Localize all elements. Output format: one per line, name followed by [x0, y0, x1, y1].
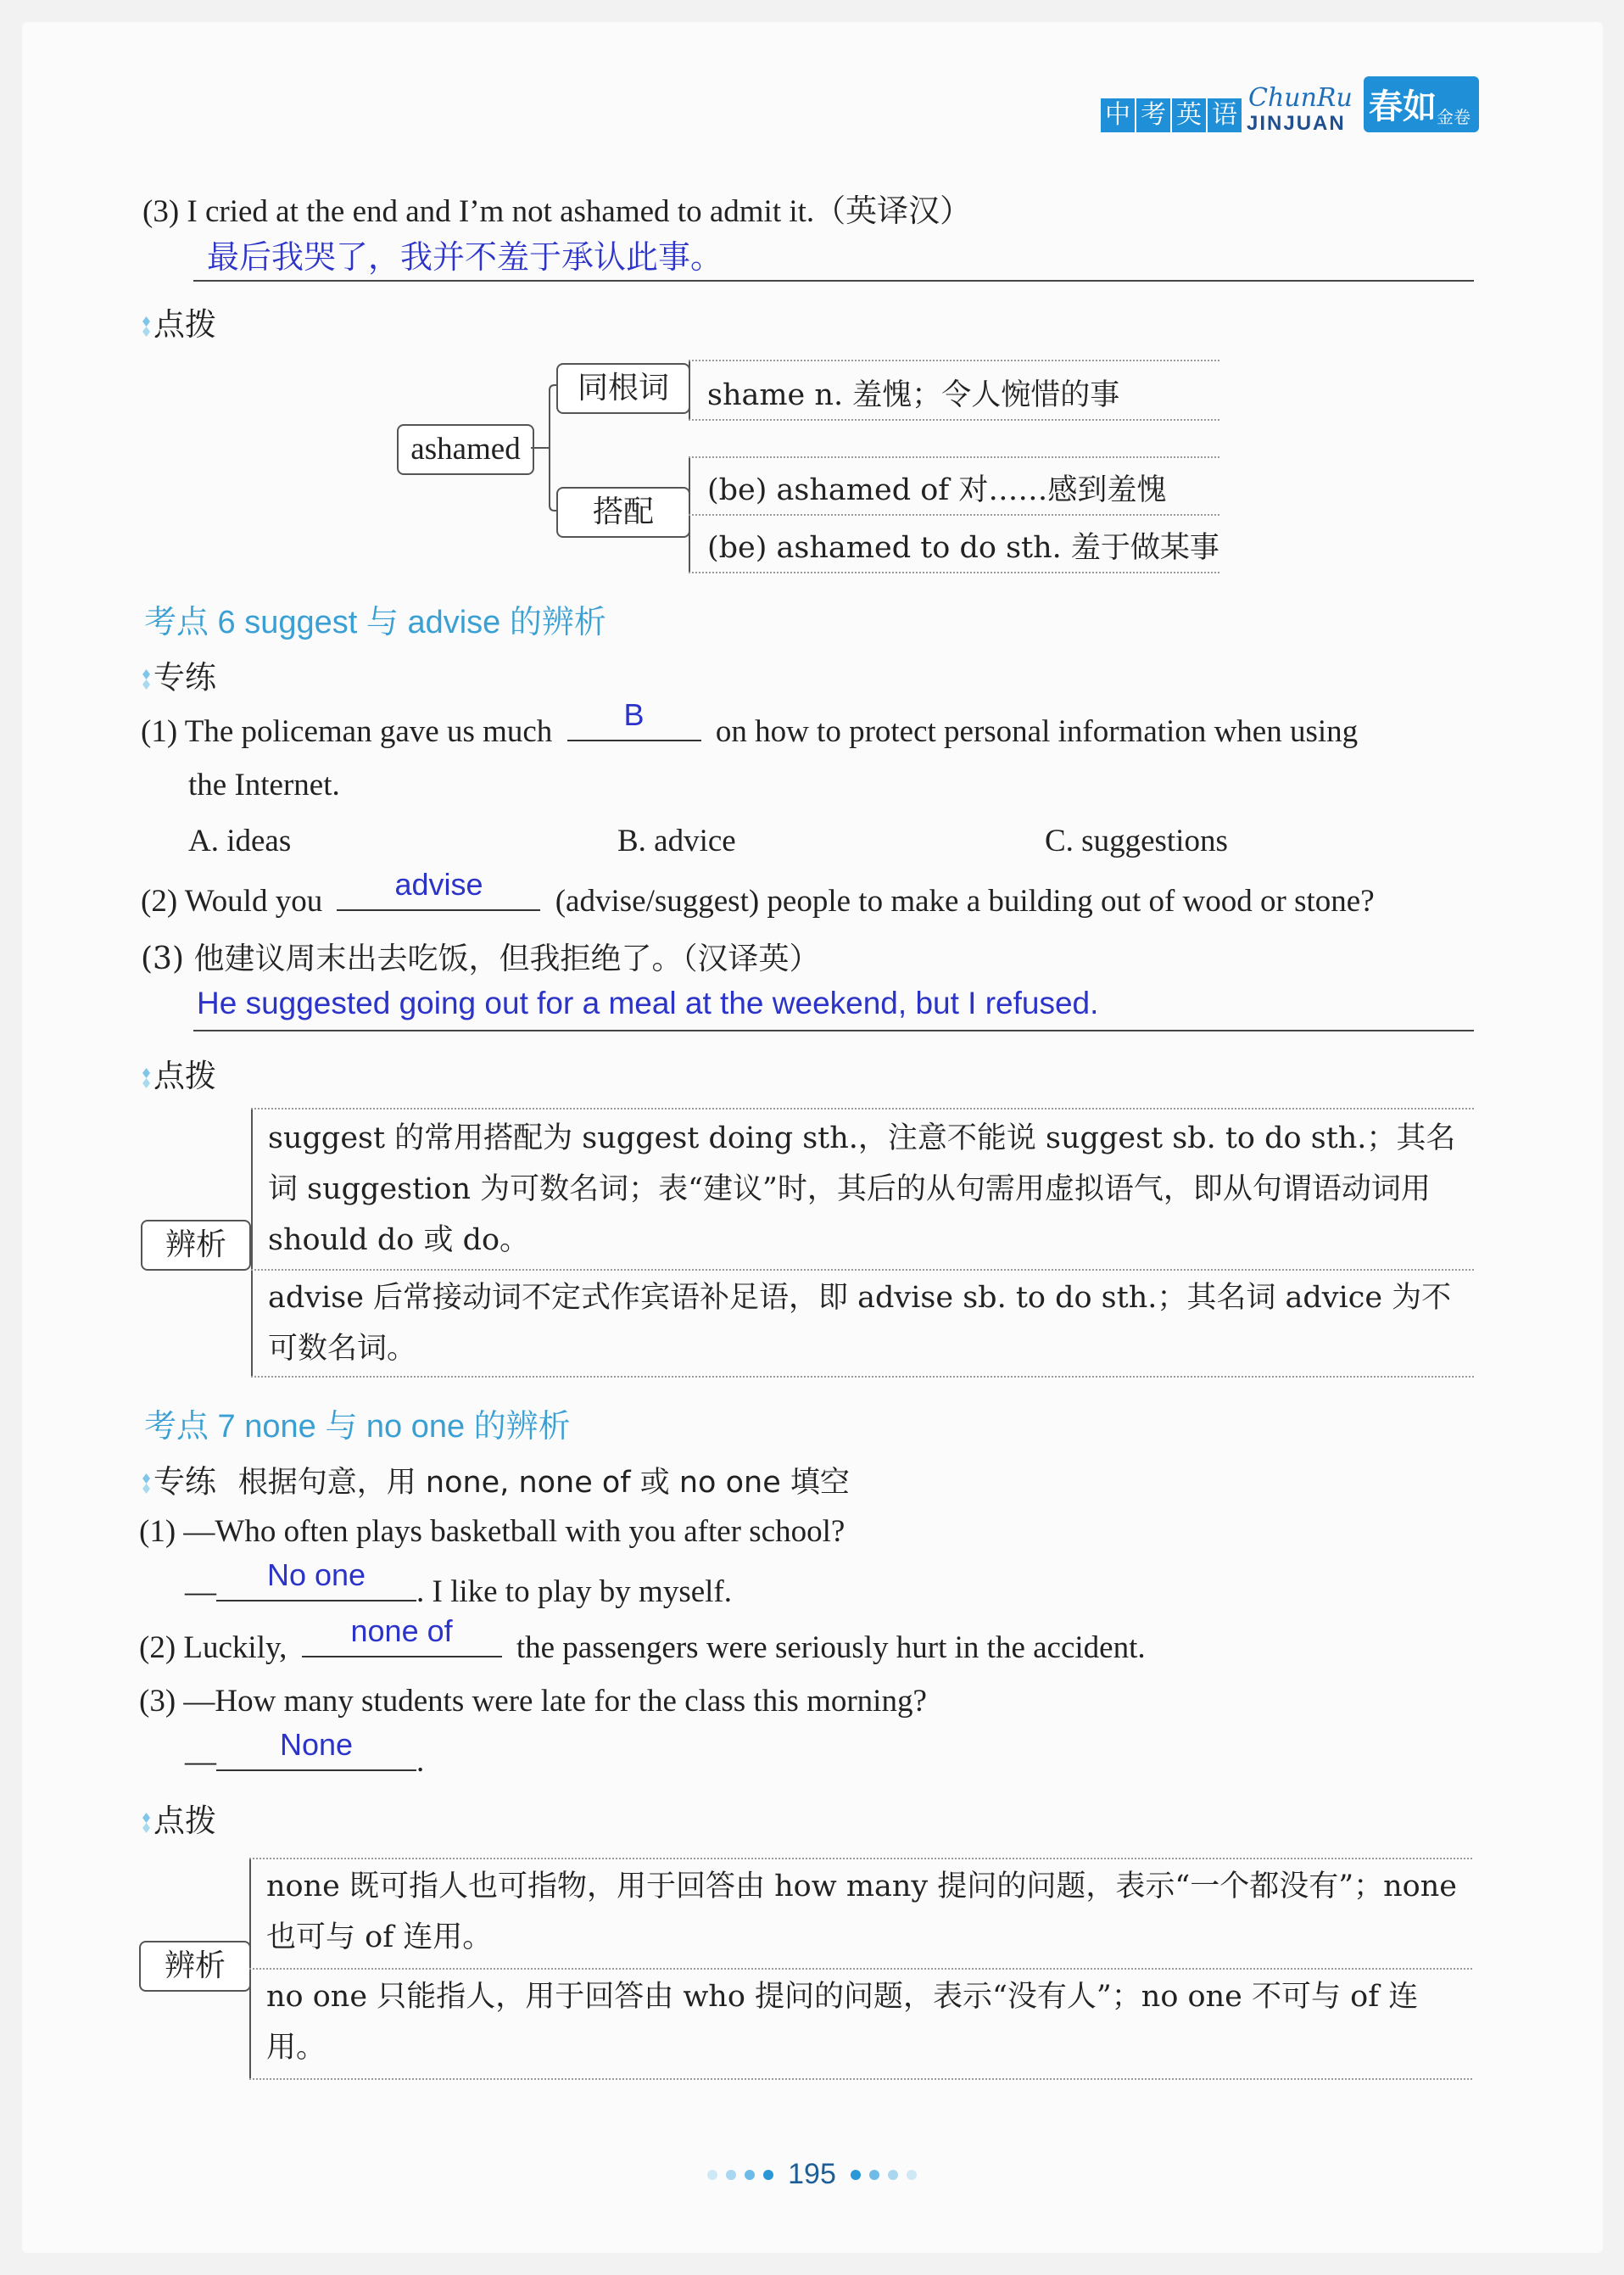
- point7-q2: [139, 1613, 1146, 1666]
- brand-logo: [1364, 76, 1479, 132]
- mindmap-collocation-item: (be) ashamed of 对……感到羞愧: [707, 473, 1167, 507]
- diamond-icon: [142, 669, 150, 690]
- dotted-rule: [689, 456, 1219, 458]
- tip-heading: [142, 299, 216, 344]
- diamond-icon: [142, 1068, 150, 1088]
- header-char: 中: [1101, 98, 1135, 132]
- point6-q3: (3) 他建议周末出去吃饭，但我拒绝了。（汉译英）: [141, 942, 820, 976]
- q-text: (2) Would you: [141, 884, 323, 919]
- point6-heading: 考点 6 suggest 与 advise 的辨析: [144, 605, 606, 640]
- header-char: 语: [1208, 98, 1242, 132]
- analysis-text: suggest 的常用搭配为 suggest doing sth.，注意不能说 suggest sb. to do sth.；其名词 suggestion 为可数名词；表“建议”时，其后的从句需用虚拟语气，即从句谓语动词用 should do 或 do。: [268, 1121, 1456, 1257]
- footer-dots-right: [846, 2169, 921, 2183]
- mindmap-root: ashamed: [397, 424, 534, 475]
- dotted-rule: [689, 360, 1219, 361]
- point7-heading: 考点 7 none 与 no one 的辨析: [144, 1409, 571, 1445]
- page-number: 195: [788, 2158, 836, 2190]
- tip-heading: [142, 1050, 216, 1096]
- tip-heading: [142, 1795, 216, 1841]
- item3-question: (3) I cried at the end and I’m not ashamed to admit it.（英译汉）: [142, 194, 972, 229]
- analysis-label: 辨析: [141, 1220, 251, 1271]
- tip-label: 点拨: [153, 306, 216, 343]
- diamond-icon: [142, 1813, 150, 1833]
- option: C. suggestions: [1045, 824, 1228, 858]
- answer-text: None: [279, 1727, 354, 1762]
- q-text: (1) The policeman gave us much: [141, 714, 553, 749]
- q-text-rest: .: [416, 1744, 425, 1779]
- mindmap-branch-cognate: 同根词: [556, 363, 690, 414]
- brand-logo-chinese: 春如: [1369, 87, 1437, 126]
- dash: —: [185, 1574, 216, 1609]
- answer-text: none of: [350, 1613, 453, 1648]
- point6-q2: [141, 867, 1375, 920]
- footer-dots-left: [703, 2169, 781, 2183]
- analysis-text: none 既可指人也可指物，用于回答由 how many 提问的问题，表示“一个都没有”；none 也可与 of 连用。: [266, 1870, 1457, 1954]
- dotted-rule: [249, 2078, 1472, 2080]
- brand-logo-sub: 金卷: [1437, 107, 1471, 127]
- instruction: 根据句意，用 none, none of 或 no one 填空: [237, 1466, 850, 1500]
- point6-q1: [141, 697, 1359, 750]
- answer-text: No one: [266, 1557, 366, 1592]
- practice-heading: [142, 651, 216, 697]
- point6-q3-answer: He suggested going out for a meal at the weekend, but I refused.: [197, 986, 1099, 1020]
- point7-q3: (3) —How many students were late for the class this morning?: [139, 1684, 927, 1719]
- mindmap-collocation-item: (be) ashamed to do sth. 羞于做某事: [707, 531, 1219, 565]
- table-rule: [251, 1108, 253, 1376]
- dotted-rule: [249, 1968, 1472, 1970]
- answer-blank: [216, 1557, 416, 1601]
- answer-blank: [337, 867, 540, 911]
- q-text-rest: on how to protect personal information when using: [715, 714, 1359, 749]
- option: A. ideas: [188, 824, 292, 858]
- answer-text: B: [623, 697, 645, 732]
- answer-text: advise: [394, 867, 483, 902]
- analysis-text: no one 只能指人，用于回答由 who 提问的问题，表示“没有人”；no one 不可与 of 连用。: [266, 1980, 1419, 2065]
- item3-answer: 最后我哭了，我并不羞于承认此事。: [207, 238, 723, 276]
- point6-q1-continued: the Internet.: [188, 768, 340, 802]
- header-char: 英: [1172, 98, 1206, 132]
- answer-blank: [567, 697, 701, 741]
- q-text-rest: the passengers were seriously hurt in the accident.: [516, 1630, 1146, 1665]
- practice-label: 专练: [153, 659, 216, 696]
- dash: —: [185, 1744, 216, 1779]
- dotted-rule: [249, 1858, 1472, 1859]
- brand-latin-top: ChunRu: [1248, 83, 1353, 113]
- practice-heading: [142, 1456, 850, 1501]
- tip-label: 点拨: [153, 1803, 216, 1839]
- page-footer: [0, 2158, 1624, 2191]
- q-text-rest: (advise/suggest) people to make a building out of wood or stone?: [555, 884, 1375, 919]
- point7-q1: (1) —Who often plays basketball with you after school?: [139, 1514, 845, 1549]
- mindmap-branch-collocation: 搭配: [556, 487, 690, 538]
- dotted-rule: [689, 419, 1219, 421]
- diamond-icon: [142, 1473, 150, 1494]
- point7-q1-reply: [185, 1557, 732, 1610]
- answer-blank: [216, 1727, 416, 1771]
- header-char: 考: [1136, 98, 1170, 132]
- brand-latin-bottom: JINJUAN: [1247, 112, 1346, 135]
- mindmap-bracket: [689, 360, 690, 419]
- tip-label: 点拨: [153, 1058, 216, 1094]
- dotted-rule: [689, 514, 1219, 516]
- analysis-text: advise 后常接动词不定式作宾语补足语，即 advise sb. to do sth.；其名词 advice 为不可数名词。: [268, 1281, 1452, 1366]
- answer-blank: [302, 1613, 502, 1657]
- diamond-icon: [142, 316, 150, 337]
- answer-line: [193, 280, 1474, 282]
- option: B. advice: [617, 824, 736, 858]
- point7-q3-reply: [185, 1727, 425, 1780]
- q-text-rest: . I like to play by myself.: [416, 1574, 732, 1609]
- dotted-rule: [251, 1269, 1474, 1271]
- dotted-rule: [251, 1108, 1474, 1110]
- q-text: (2) Luckily,: [139, 1630, 287, 1665]
- analysis-label: 辨析: [139, 1941, 251, 1992]
- dotted-rule: [689, 572, 1219, 573]
- dotted-rule: [251, 1376, 1474, 1378]
- mindmap-cognate-item: shame n. 羞愧；令人惋惜的事: [707, 378, 1120, 412]
- answer-line: [193, 1030, 1474, 1031]
- practice-label: 专练: [153, 1463, 216, 1500]
